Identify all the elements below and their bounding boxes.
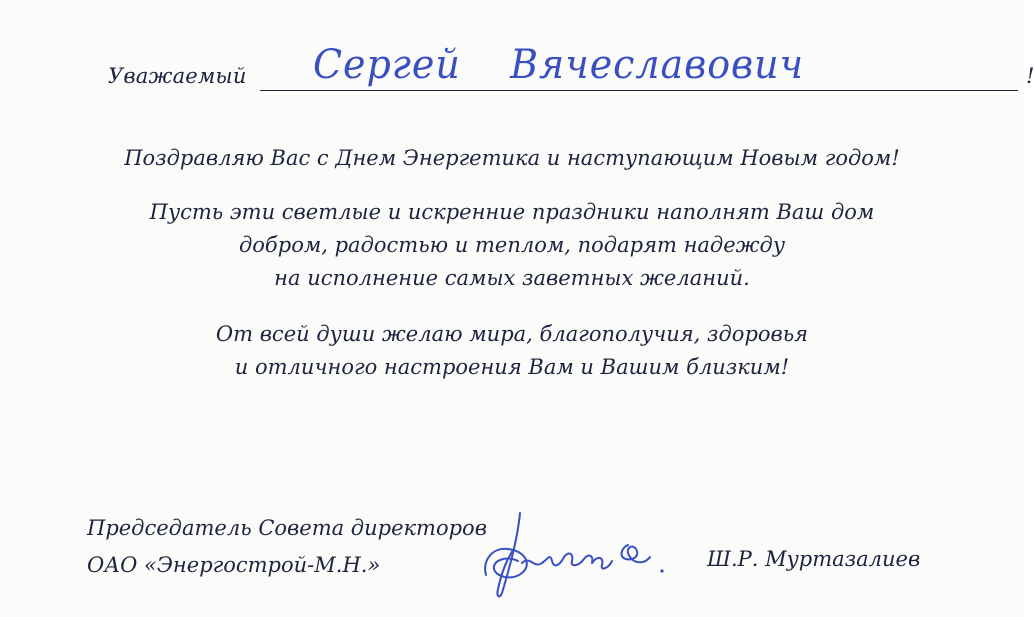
- signer-title-block: [87, 510, 487, 584]
- salutation-label: Уважаемый: [108, 64, 247, 88]
- handwritten-patronymic: Вячеславович: [510, 42, 805, 88]
- name-underline: [260, 90, 1018, 91]
- signer-position: Председатель Совета директоров: [87, 516, 487, 540]
- message-line: добром, радостью и теплом, подарят надежду: [238, 233, 786, 257]
- message-line: Поздравляю Вас с Днем Энергетика и наступающим Новым годом!: [124, 146, 900, 170]
- message-paragraph-2: [0, 196, 1024, 295]
- handwritten-signature: [478, 505, 678, 605]
- message-line: Пусть эти светлые и искренние праздники наполнят Ваш дом: [149, 200, 875, 224]
- message-line: и отличного настроения Вам и Вашим близким!: [234, 355, 790, 379]
- handwritten-recipient-name: [313, 42, 804, 88]
- signer-organization: ОАО «Энергострой-М.Н.»: [87, 553, 381, 577]
- salutation-exclamation: !: [1026, 64, 1034, 88]
- salutation-line: [108, 42, 1034, 98]
- message-line: От всей души желаю мира, благополучия, здоровья: [215, 322, 809, 346]
- message-paragraph-3: [0, 318, 1024, 384]
- signer-name: Ш.Р. Муртазалиев: [707, 547, 921, 571]
- message-line: на исполнение самых заветных желаний.: [274, 266, 750, 290]
- message-paragraph-1: [0, 142, 1024, 175]
- handwritten-first-name: Сергей: [313, 42, 461, 88]
